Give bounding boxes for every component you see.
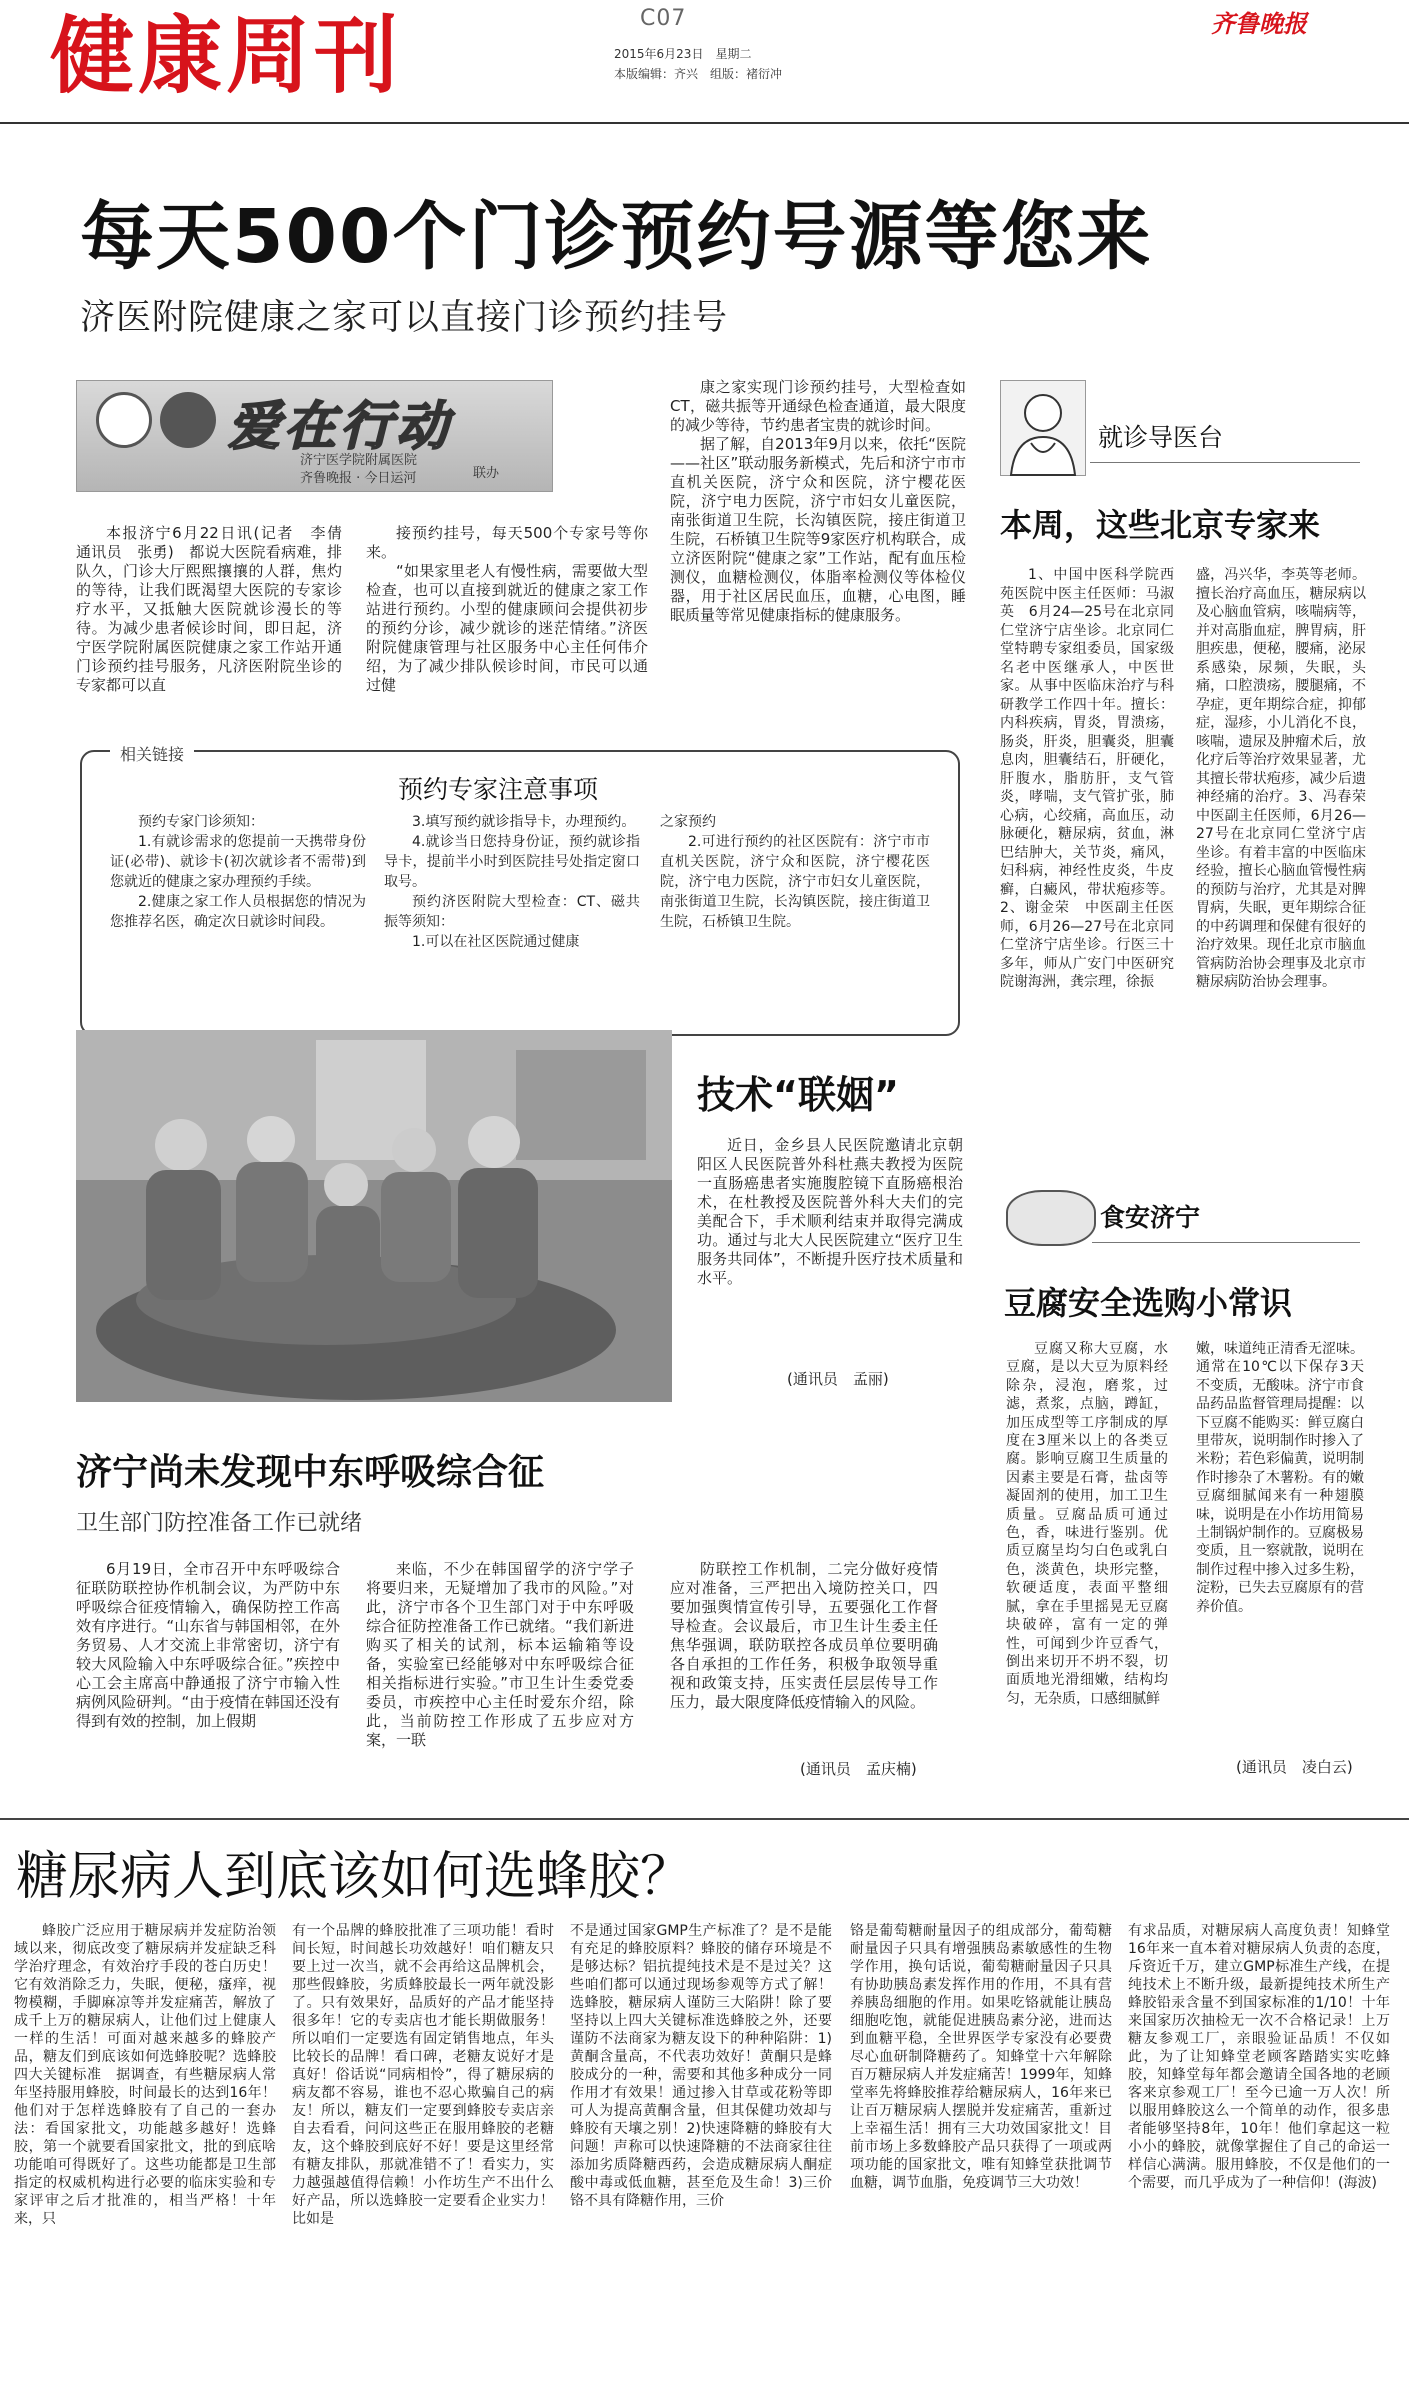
propolis-col-2-text: 有一个品牌的蜂胶批准了三项功能！看时间长短，时间越长功效越好！咱们糖友只要上过一次当，就不会再给这品牌机会，那些假蜂胶，劣质蜂胶最长一两年就没影了。只有效果好，品质好的产品才能坚持很多年！它的专卖店也才能长期做服务！所以咱们一定要选有固定销售地点，年头比较长的品牌！看口碑，老糖友说好才是真好！俗话说“同病相怜”，得了糖尿病的病友都不容易，谁也不忍心欺骗自己的病友！所以，糖友们一定要到蜂胶专卖店亲自去看看，问问这些正在服用蜂胶的老糖友，这个蜂胶到底好不好！要是这里经常有糖友排队，那就准错不了！看实力，实力越强越值得信赖！小作坊生产不出什么好产品，所以选蜂胶一定要看企业实力！比如是 bbox=[292, 1923, 554, 2227]
lead-col-2b-text: “如果家里老人有慢性病，需要做大型检查，也可以直接到就近的健康之家工作站进行预约。小型的健康顾问会提供初步的预约分诊，减少就诊的迷茫情绪。”济医附院健康管理与社区服务中心主任何伟介绍，为了减少排队候诊时间，市民可以通过健 bbox=[366, 562, 648, 694]
tips-col-3 bbox=[660, 812, 930, 1024]
propolis-col-4-text: 铬是葡萄糖耐量因子的组成部分，葡萄糖耐量因子只具有增强胰岛素敏感性的生物学作用，换句话说，葡萄糖耐量因子只具有协助胰岛素发挥作用的作用，不具有营养胰岛细胞的作用。如果吃铬就能让胰岛细胞吃饱，就能促进胰岛素分泌，进而达到血糖平稳，全世界医学专家没有必要费尽心血研制降糖药了。知蜂堂十六年解除百万糖尿病人并发症痛苦！1999年，知蜂堂率先将蜂胶推荐给糖尿病人，16年来已让百万糖尿病人摆脱并发症痛苦，重新过上幸福生活！拥有三大功效国家批文！目前市场上多数蜂胶产品只获得了一项或两项功能的国家批文，唯有知蜂堂获批调节血糖，调节血脂，免疫调节三大功效！ bbox=[850, 1923, 1112, 2191]
tips-c1-line: 2.健康之家工作人员根据您的情况为您推荐名医，确定次日就诊时间段。 bbox=[110, 894, 366, 930]
banner-org-1: 济宁医学院附属医院 bbox=[300, 453, 418, 468]
tips-c2-line: 3.填写预约就诊指导卡，办理预约。 bbox=[412, 814, 636, 830]
lead-col-3-text: 康之家实现门诊预约挂号，大型检查如CT，磁共振等开通绿色检查通道，最大限度的减少等待，节约患者宝贵的就诊时间。 bbox=[670, 378, 966, 434]
tips-c2-line: 4.就诊当日您持身份证，预约就诊指导卡，提前半小时到医院挂号处指定窗口取号。 bbox=[384, 834, 640, 890]
tofu-section: 食安济宁 bbox=[1100, 1203, 1201, 1232]
tips-title: 预约专家注意事项 bbox=[398, 775, 599, 804]
tips-label: 相关链接 bbox=[110, 742, 194, 765]
tech-title: 技术“联姻” bbox=[697, 1073, 899, 1117]
mers-credit: (通讯员 孟庆楠) bbox=[800, 1760, 917, 1778]
propolis-col-5-text: 有求品质，对糖尿病人高度负责！知蜂堂16年来一直本着对糖尿病人负责的态度，斥资近千万，建立GMP标准生产线，在提纯技术上不断升级，最新提纯技术所生产蜂胶铅汞含量不到国家标准的1/10！十年来国家历次抽检无一次不合格记录！上万糖友参观工厂，亲眼验证品质！不仅如此，为了让知蜂堂老顾客踏踏实实吃蜂胶，知蜂堂每年都会邀请全国各地的老顾客来京参观工厂！至今已逾一万人次！所以服用蜂胶这么一个简单的动作，很多患者能够坚持8年，10年！他们拿起这一粒小小的蜂胶，就像掌握住了自己的命运一样信心满满。服用蜂胶，不仅是他们的一个需要，而几乎成为了一种信仰！(海波) bbox=[1128, 1923, 1390, 2191]
newspaper-logo: 齐鲁晚报 bbox=[1211, 10, 1307, 38]
issue-number: C07 bbox=[640, 6, 687, 31]
tips-c3-line: 之家预约 bbox=[660, 814, 716, 830]
tech-body-text: 近日，金乡县人民医院邀请北京朝阳区人民医院普外科杜燕夫教授为医院一直肠癌患者实施腹腔镜下直肠癌根治术，在杜教授及医院普外科大夫们的完美配合下，手术顺利结束并取得完满成功。通过与北大人民医院建立“医疗卫生服务共同体”，不断提升医疗技术质量和水平。 bbox=[697, 1136, 963, 1287]
propolis-col-5 bbox=[1128, 1922, 1390, 2372]
mers-col-2 bbox=[366, 1560, 634, 1800]
tofu-col-2 bbox=[1196, 1340, 1364, 1750]
tips-c3-line: 2.可进行预约的社区医院有：济宁市市直机关医院，济宁众和医院，济宁樱花医院，济宁电力医院，济宁市妇女儿童医院，南张街道卫生院，长沟镇医院，接庄街道卫生院，石桥镇卫生院。 bbox=[660, 834, 930, 930]
masthead-title: 健康周刊 bbox=[50, 7, 403, 105]
propolis-col-4 bbox=[850, 1922, 1112, 2372]
guide-title: 本周，这些北京专家来 bbox=[1000, 506, 1321, 544]
lead-col-3 bbox=[670, 378, 966, 718]
propolis-col-2 bbox=[292, 1922, 554, 2372]
masthead-info bbox=[614, 44, 782, 84]
doctor-icon bbox=[1000, 380, 1086, 476]
banner-org-2: 齐鲁晚报 · 今日运河 bbox=[300, 471, 417, 486]
lead-col-3b-text: 据了解，自2013年9月以来，依托“医院——社区”联动服务新模式，先后和济宁市市直机关医院，济宁众和医院，济宁樱花医院，济宁电力医院，济宁市妇女儿童医院，南张街道卫生院，长沟镇医院，接庄街道卫生院，石桥镇卫生院等9家医疗机构联合，成立济医附院“健康之家”工作站，配有血压检测仪，血糖检测仪，体脂率检测仪等体检仪器，用于社区居民血压，血糖，心电图，睡眠质量等常见健康指标的健康服务。 bbox=[670, 435, 966, 624]
tofu-credit: (通讯员 凌白云) bbox=[1236, 1758, 1353, 1776]
lead-col-1 bbox=[76, 524, 358, 734]
masthead-rule bbox=[0, 122, 1409, 124]
lead-col-2-text: 接预约挂号，每天500个专家号等你来。 bbox=[366, 524, 648, 561]
doctor-illustration bbox=[1001, 381, 1085, 475]
guide-col-2 bbox=[1196, 566, 1380, 1146]
mers-col-3-text: 防联控工作机制，二完分做好疫情应对准备，三严把出入境防控关口，四要加强舆情宣传引导，五要强化工作督导检查。会议最后，市卫生计生委主任焦华强调，联防联控各成员单位要明确各自承担的工作任务，积极争取领导重视和政策支持，压实责任层层传导工作压力，最大限度降低疫情输入的风险。 bbox=[670, 1560, 938, 1711]
mers-col-1-text: 6月19日，全市召开中东呼吸综合征联防联控协作机制会议，为严防中东呼吸综合征疫情输入，确保防控工作高效有序进行。“山东省与韩国相邻，在外务贸易、人才交流上非常密切，济宁有较大风险输入中东呼吸综合征。”疾控中心工会主席高中静通报了济宁市输入性病例风险研判。“由于疫情在韩国还没有得到有效的控制，加上假期 bbox=[76, 1560, 340, 1730]
mers-col-3 bbox=[670, 1560, 938, 1760]
section-divider bbox=[0, 1818, 1409, 1820]
tips-col-2 bbox=[384, 812, 640, 1024]
mers-col-2-text: 来临，不少在韩国留学的济宁学子将要归来，无疑增加了我市的风险。”对此，济宁市各个卫生部门对于中东呼吸综合征防控准备工作已就绪。“我们新进购买了相关的试剂，标本运输箱等设备，实验室已经能够对中东呼吸综合征相关指标进行实验。”市卫生计生委党委委员，市疾控中心主任时爱东介绍，除此，当前防控工作形成了五步应对方案，一联 bbox=[366, 1560, 634, 1749]
propolis-col-3 bbox=[570, 1922, 832, 2372]
propolis-col-1 bbox=[14, 1922, 276, 2372]
guide-section: 就诊导医台 bbox=[1098, 423, 1224, 452]
issue-date: 2015年6月23日 星期二 bbox=[614, 47, 752, 61]
tech-body bbox=[697, 1136, 963, 1352]
lead-subhead: 济医附院健康之家可以直接门诊预约挂号 bbox=[80, 298, 729, 338]
tofu-title: 豆腐安全选购小常识 bbox=[1004, 1284, 1293, 1322]
hospital-emblem-icon bbox=[96, 392, 152, 448]
mers-title: 济宁尚未发现中东呼吸综合征 bbox=[76, 1452, 545, 1493]
tips-col-1 bbox=[110, 812, 366, 1024]
food-icon bbox=[1006, 1190, 1096, 1246]
mers-col-1 bbox=[76, 1560, 340, 1800]
tech-credit: (通讯员 孟丽) bbox=[787, 1370, 889, 1388]
banner-joint: 联办 bbox=[473, 466, 500, 481]
tips-c1-line: 1.有就诊需求的您提前一天携带身份证(必带)、就诊卡(初次就诊者不需带)到您就近的健康之家办理预约手续。 bbox=[110, 834, 366, 890]
editors: 本版编辑：齐兴 组版：褚衍冲 bbox=[614, 67, 783, 81]
banner-title: 爱在行动 bbox=[228, 397, 453, 457]
lead-col-2 bbox=[366, 524, 648, 734]
propolis-col-1-text: 蜂胶广泛应用于糖尿病并发症防治领域以来，彻底改变了糖尿病并发症缺乏科学治疗理念，有效治疗手段的苍白历史！它有效消除乏力，失眠，便秘，瘙痒，视物模糊，手脚麻凉等并发症痛苦，解放了成千上万的糖尿病人，让他们过上健康人一样的生活！可面对越来越多的蜂胶产品，糖友们到底该如何选蜂胶呢？选蜂胶四大关键标准 据调查，有些糖尿病人常年坚持服用蜂胶，时间最长的达到16年！他们对于怎样选蜂胶有了自己的一套办法：看国家批文，功能越多越好！选蜂胶，第一个就要看国家批文，批的到底啥功能咱可得既好了。这些功能都是卫生部指定的权威机构进行必要的临床实验和专家评审之后才批准的，相当严格！十年来，只 bbox=[14, 1923, 276, 2227]
guide-col-1 bbox=[1000, 566, 1174, 1146]
banner-orgs bbox=[300, 452, 417, 488]
tips-c2-line: 1.可以在社区医院通过健康 bbox=[412, 934, 580, 950]
guide-col-2-text: 盛，冯兴华，李英等老师。擅长治疗高血压，糖尿病以及心脑血管病，咳喘病等，并对高脂血症，脾胃病，肝胆疾患，便秘，腰痛，泌尿系感染，尿频，失眠，头痛，口腔溃疡，腰腿痛，不孕症，更年期综合症，抑郁症，湿疹，小儿消化不良，咳喘，遗尿及肿瘤术后，放化疗后等治疗效果显著，尤其擅长带状疱疹，减少后遗神经痛的治疗。3、冯春荣 中医副主任医师，6月26—27号在北京同仁堂济宁店坐诊。有着丰富的中医临床经验，擅长心脑血管慢性病的预防与治疗，尤其是对脾胃病，失眠，更年期综合征的中药调理和保健有很好的治疗效果。现任北京市脑血管病防治协会理事及北京市糖尿病防治协会理事。 bbox=[1196, 567, 1380, 990]
guide-rule bbox=[1090, 462, 1360, 463]
mers-subtitle: 卫生部门防控准备工作已就绪 bbox=[76, 1511, 363, 1536]
tofu-col-1 bbox=[1006, 1340, 1168, 1780]
surgery-photo-illustration bbox=[76, 1030, 672, 1402]
tips-c1-line: 预约专家门诊须知： bbox=[138, 814, 264, 830]
surgery-photo bbox=[76, 1030, 672, 1402]
tofu-rule bbox=[1092, 1242, 1360, 1243]
tofu-col-2-text: 嫩，味道纯正清香无涩味。通常在10℃以下保存3天不变质，无酸味。济宁市食品药品监督管理局提醒：以下豆腐不能购买：鲜豆腐白里带灰，说明制作时掺入了米粉；若色彩偏黄，说明制作时掺杂了木薯粉。有的嫩豆腐细腻闻来有一种翅膜味，说明是在小作坊用简易土制锅炉制作的。豆腐极易变质，且一察就散，说明在制作过程中掺入过多生粉，淀粉，已失去豆腐原有的营养价值。 bbox=[1196, 1341, 1364, 1615]
newspaper-emblem-icon bbox=[160, 392, 216, 448]
propolis-col-3-text: 不是通过国家GMP生产标准了？是不是能有充足的蜂胶原料？蜂胶的储存环境是不是够达标？铝抗提纯技术是不是过关？这些咱们都可以通过现场参观等方式了解！选蜂胶，糖尿病人谨防三大陷阱！除了要坚持以上四大关键标准选蜂胶之外，还要谨防不法商家为糖友设下的种种陷阱：1)黄酮含量高，不代表功效好！黄酮只是蜂胶成分的一种，需要和其他多种成分一同作用才有效果！通过掺入甘草或花粉等即可人为提高黄酮含量，但其保健功效却与蜂胶有天壤之别！2)快速降糖的蜂胶有大问题！声称可以快速降糖的不法商家往往添加劣质降糖西药，会造成糖尿病人酮症酸中毒或低血糖，甚至危及生命！3)三价铬不具有降糖作用，三价 bbox=[570, 1923, 832, 2209]
lead-col-1-text: 本报济宁6月22日讯(记者 李倩 通讯员 张勇) 都说大医院看病难，排队久，门诊大厅熙熙攘攘的人群，焦灼的等待，让我们既渴望大医院的专家诊疗水平，又抵触大医院就诊漫长的等待。为减少患者候诊时间，即日起，济宁医学院附属医院健康之家工作站开通门诊预约挂号服务，凡济医附院坐诊的专家都可以直 bbox=[76, 524, 358, 694]
tips-c2-line: 预约济医附院大型检查：CT、磁共振等须知： bbox=[384, 894, 640, 930]
lead-headline: 每天500个门诊预约号源等您来 bbox=[80, 194, 1153, 280]
guide-col-1-text: 1、中国中医科学院西苑医院中医主任医师：马淑英 6月24—25号在北京同仁堂济宁店坐诊。北京同仁堂特聘专家组委员，国家级名老中医继承人，中医世家。从事中医临床治疗与科研教学工作四十年。擅长：内科疾病，胃炎，胃溃疡，肠炎，肝炎，胆囊炎，胆囊息肉，胆囊结石，肝硬化，肝腹水，脂肪肝，支气管炎，哮喘，支气管扩张，肺心病，心绞痛，高血压，动脉硬化，糖尿病，贫血，淋巴结肿大，关节炎，痛风，妇科病，神经性皮炎，牛皮癣，白癜风，带状疱疹等。2、谢金荣 中医副主任医师，6月26—27号在北京同仁堂济宁店坐诊。行医三十多年，师从广安门中医研究院谢海洲，龚宗理，徐振 bbox=[1000, 567, 1174, 990]
propolis-title: 糖尿病人到底该如何选蜂胶？ bbox=[16, 1847, 693, 1907]
tofu-col-1-text: 豆腐又称大豆腐，水豆腐，是以大豆为原料经除杂，浸泡，磨浆，过滤，煮浆，点脑，蹲缸，加压成型等工序制成的厚度在3厘米以上的各类豆腐。影响豆腐卫生质量的因素主要是石膏，盐卤等凝固剂的使用，加工卫生质量。豆腐品质可通过色，香，味进行鉴别。优质豆腐呈均匀白色或乳白色，淡黄色，块形完整，软硬适度，表面平整细腻，拿在手里摇晃无豆腐块破碎，富有一定的弹性，可闻到少许豆香气，倒出来切开不坍不裂，切面质地光滑细嫩，结构均匀，无杂质，口感细腻鲜 bbox=[1006, 1341, 1168, 1707]
